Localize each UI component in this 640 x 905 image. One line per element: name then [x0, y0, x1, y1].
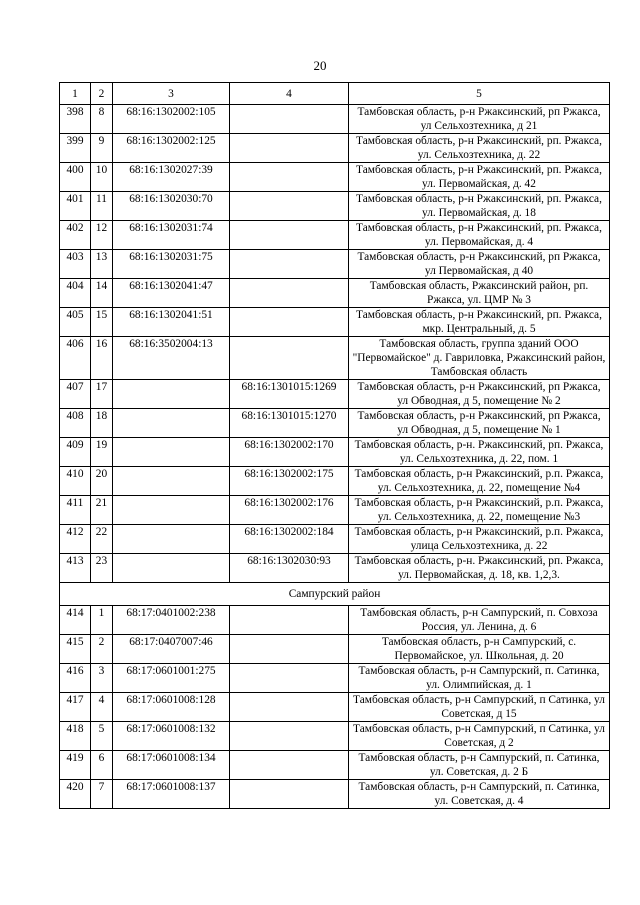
table-row: [60, 635, 610, 664]
row-index-cell: 14: [91, 279, 113, 308]
row-index-cell: 3: [91, 664, 113, 693]
address-cell: Тамбовская область, р-н Сампурский, п. Совхоза Россия, ул. Ленина, д. 6: [349, 606, 610, 635]
row-index-cell: 15: [91, 308, 113, 337]
address-cell: Тамбовская область, р-н Сампурский, п Сатинка, ул Советская, д 15: [349, 693, 610, 722]
premises-cadastral-cell: [230, 635, 349, 664]
row-number-cell: 405: [60, 308, 91, 337]
address-cell: Тамбовская область, р-н Ржаксинский, рп. Ржакса, ул. Первомайская, д. 42: [349, 163, 610, 192]
row-number-cell: 401: [60, 192, 91, 221]
table-row: [60, 409, 610, 438]
section-row: [60, 583, 610, 606]
cadastral-number-cell: 68:16:1302041:51: [113, 308, 230, 337]
row-index-cell: 23: [91, 554, 113, 583]
premises-cadastral-cell: 68:16:1302030:93: [230, 554, 349, 583]
address-cell: Тамбовская область, р-н Сампурский, п. Сатинка, ул. Олимпийская, д. 1: [349, 664, 610, 693]
row-index-cell: 5: [91, 722, 113, 751]
premises-cadastral-cell: 68:16:1302002:175: [230, 467, 349, 496]
table-row: [60, 554, 610, 583]
address-cell: Тамбовская область, р-н Ржаксинский, рп Ржакса, ул Первомайская, д 40: [349, 250, 610, 279]
row-number-cell: 399: [60, 134, 91, 163]
row-number-cell: 420: [60, 780, 91, 809]
table-row: [60, 308, 610, 337]
table-row: [60, 337, 610, 380]
address-cell: Тамбовская область, р-н Ржаксинский, рп. Ржакса, ул. Сельхозтехника, д. 22: [349, 134, 610, 163]
premises-cadastral-cell: [230, 693, 349, 722]
table-row: [60, 693, 610, 722]
address-cell: Тамбовская область, р-н Сампурский, п Сатинка, ул Советская, д 2: [349, 722, 610, 751]
premises-cadastral-cell: [230, 105, 349, 134]
row-number-cell: 403: [60, 250, 91, 279]
premises-cadastral-cell: [230, 250, 349, 279]
row-index-cell: 2: [91, 635, 113, 664]
registry-table-body: [60, 83, 610, 809]
address-cell: Тамбовская область, р-н Ржаксинский, рп. Ржакса, ул. Первомайская, д. 4: [349, 221, 610, 250]
row-index-cell: 11: [91, 192, 113, 221]
cadastral-number-cell: [113, 438, 230, 467]
premises-cadastral-cell: [230, 722, 349, 751]
address-cell: Тамбовская область, р-н Сампурский, п. Сатинка, ул. Советская, д. 2 Б: [349, 751, 610, 780]
table-row: [60, 467, 610, 496]
row-number-cell: 406: [60, 337, 91, 380]
cadastral-number-cell: [113, 380, 230, 409]
premises-cadastral-cell: [230, 192, 349, 221]
premises-cadastral-cell: [230, 606, 349, 635]
registry-table: [59, 82, 610, 809]
premises-cadastral-cell: 68:16:1302002:176: [230, 496, 349, 525]
row-number-cell: 400: [60, 163, 91, 192]
row-number-cell: 412: [60, 525, 91, 554]
row-index-cell: 19: [91, 438, 113, 467]
row-number-cell: 416: [60, 664, 91, 693]
row-index-cell: 1: [91, 606, 113, 635]
row-index-cell: 10: [91, 163, 113, 192]
cadastral-number-cell: 68:16:3502004:13: [113, 337, 230, 380]
address-cell: Тамбовская область, группа зданий ООО "Первомайское" д. Гавриловка, Ржаксинский район, Тамбовская область: [349, 337, 610, 380]
cadastral-number-cell: 68:16:1302002:105: [113, 105, 230, 134]
column-header-row: [60, 83, 610, 105]
row-index-cell: 18: [91, 409, 113, 438]
premises-cadastral-cell: [230, 221, 349, 250]
cadastral-number-cell: 68:17:0601008:128: [113, 693, 230, 722]
cadastral-number-cell: 68:16:1302031:75: [113, 250, 230, 279]
cadastral-number-cell: 68:17:0601008:132: [113, 722, 230, 751]
address-cell: Тамбовская область, р-н Ржаксинский, рп Ржакса, ул Обводная, д 5, помещение № 2: [349, 380, 610, 409]
row-number-cell: 404: [60, 279, 91, 308]
premises-cadastral-cell: [230, 664, 349, 693]
row-number-cell: 410: [60, 467, 91, 496]
address-cell: Тамбовская область, р-н Сампурский, п. Сатинка, ул. Советская, д. 4: [349, 780, 610, 809]
table-row: [60, 496, 610, 525]
row-number-cell: 411: [60, 496, 91, 525]
table-row: [60, 134, 610, 163]
table-row: [60, 525, 610, 554]
row-index-cell: 6: [91, 751, 113, 780]
row-index-cell: 16: [91, 337, 113, 380]
premises-cadastral-cell: 68:16:1301015:1269: [230, 380, 349, 409]
row-number-cell: 408: [60, 409, 91, 438]
premises-cadastral-cell: [230, 163, 349, 192]
row-index-cell: 22: [91, 525, 113, 554]
row-index-cell: 8: [91, 105, 113, 134]
row-index-cell: 21: [91, 496, 113, 525]
row-index-cell: 9: [91, 134, 113, 163]
row-number-cell: 409: [60, 438, 91, 467]
cadastral-number-cell: 68:17:0401002:238: [113, 606, 230, 635]
row-number-cell: 418: [60, 722, 91, 751]
row-index-cell: 17: [91, 380, 113, 409]
cadastral-number-cell: 68:17:0407007:46: [113, 635, 230, 664]
section-title: Сампурский район: [60, 583, 610, 606]
row-index-cell: 12: [91, 221, 113, 250]
cadastral-number-cell: 68:16:1302031:74: [113, 221, 230, 250]
address-cell: Тамбовская область, р-н Ржаксинский, рп Ржакса, ул Обводная, д 5, помещение № 1: [349, 409, 610, 438]
premises-cadastral-cell: 68:16:1302002:170: [230, 438, 349, 467]
row-index-cell: 20: [91, 467, 113, 496]
address-cell: Тамбовская область, р-н Ржаксинский, рп Ржакса, ул Сельхозтехника, д 21: [349, 105, 610, 134]
premises-cadastral-cell: [230, 751, 349, 780]
premises-cadastral-cell: [230, 134, 349, 163]
table-row: [60, 780, 610, 809]
row-number-cell: 402: [60, 221, 91, 250]
address-cell: Тамбовская область, р-н Ржаксинский, р.п. Ржакса, ул. Сельхозтехника, д. 22, помещение №3: [349, 496, 610, 525]
table-row: [60, 380, 610, 409]
premises-cadastral-cell: [230, 337, 349, 380]
row-index-cell: 7: [91, 780, 113, 809]
column-header: 1: [60, 83, 91, 105]
table-row: [60, 250, 610, 279]
premises-cadastral-cell: [230, 279, 349, 308]
table-row: [60, 105, 610, 134]
cadastral-number-cell: 68:16:1302002:125: [113, 134, 230, 163]
column-header: 3: [113, 83, 230, 105]
table-row: [60, 279, 610, 308]
row-number-cell: 398: [60, 105, 91, 134]
premises-cadastral-cell: [230, 780, 349, 809]
cadastral-number-cell: 68:16:1302030:70: [113, 192, 230, 221]
table-row: [60, 438, 610, 467]
cadastral-number-cell: [113, 525, 230, 554]
cadastral-number-cell: [113, 409, 230, 438]
table-row: [60, 664, 610, 693]
cadastral-number-cell: 68:16:1302041:47: [113, 279, 230, 308]
table-row: [60, 751, 610, 780]
row-number-cell: 413: [60, 554, 91, 583]
cadastral-number-cell: 68:17:0601008:137: [113, 780, 230, 809]
cadastral-number-cell: 68:17:0601001:275: [113, 664, 230, 693]
table-row: [60, 221, 610, 250]
table-row: [60, 722, 610, 751]
row-number-cell: 417: [60, 693, 91, 722]
page-number: 20: [313, 58, 327, 73]
premises-cadastral-cell: [230, 308, 349, 337]
row-number-cell: 407: [60, 380, 91, 409]
premises-cadastral-cell: 68:16:1301015:1270: [230, 409, 349, 438]
address-cell: Тамбовская область, р-н Сампурский, с. Первомайское, ул. Школьная, д. 20: [349, 635, 610, 664]
column-header: 2: [91, 83, 113, 105]
address-cell: Тамбовская область, р-н. Ржаксинский, рп. Ржакса, ул. Сельхозтехника, д. 22, пом. 1: [349, 438, 610, 467]
table-row: [60, 192, 610, 221]
column-header: 4: [230, 83, 349, 105]
row-number-cell: 414: [60, 606, 91, 635]
address-cell: Тамбовская область, р-н Ржаксинский, р.п. Ржакса, ул. Сельхозтехника, д. 22, помещение №4: [349, 467, 610, 496]
address-cell: Тамбовская область, р-н Ржаксинский, рп. Ржакса, ул. Первомайская, д. 18: [349, 192, 610, 221]
cadastral-number-cell: 68:16:1302027:39: [113, 163, 230, 192]
cadastral-number-cell: 68:17:0601008:134: [113, 751, 230, 780]
cadastral-number-cell: [113, 467, 230, 496]
row-index-cell: 4: [91, 693, 113, 722]
table-row: [60, 606, 610, 635]
row-index-cell: 13: [91, 250, 113, 279]
address-cell: Тамбовская область, р-н. Ржаксинский, рп. Ржакса, ул. Первомайская, д. 18, кв. 1,2,3.: [349, 554, 610, 583]
address-cell: Тамбовская область, р-н Ржаксинский, р.п. Ржакса, улица Сельхозтехника, д. 22: [349, 525, 610, 554]
premises-cadastral-cell: 68:16:1302002:184: [230, 525, 349, 554]
address-cell: Тамбовская область, р-н Ржаксинский, рп. Ржакса, мкр. Центральный, д. 5: [349, 308, 610, 337]
cadastral-number-cell: [113, 554, 230, 583]
column-header: 5: [349, 83, 610, 105]
row-number-cell: 419: [60, 751, 91, 780]
row-number-cell: 415: [60, 635, 91, 664]
table-row: [60, 163, 610, 192]
cadastral-number-cell: [113, 496, 230, 525]
address-cell: Тамбовская область, Ржаксинский район, рп. Ржакса, ул. ЦМР № 3: [349, 279, 610, 308]
